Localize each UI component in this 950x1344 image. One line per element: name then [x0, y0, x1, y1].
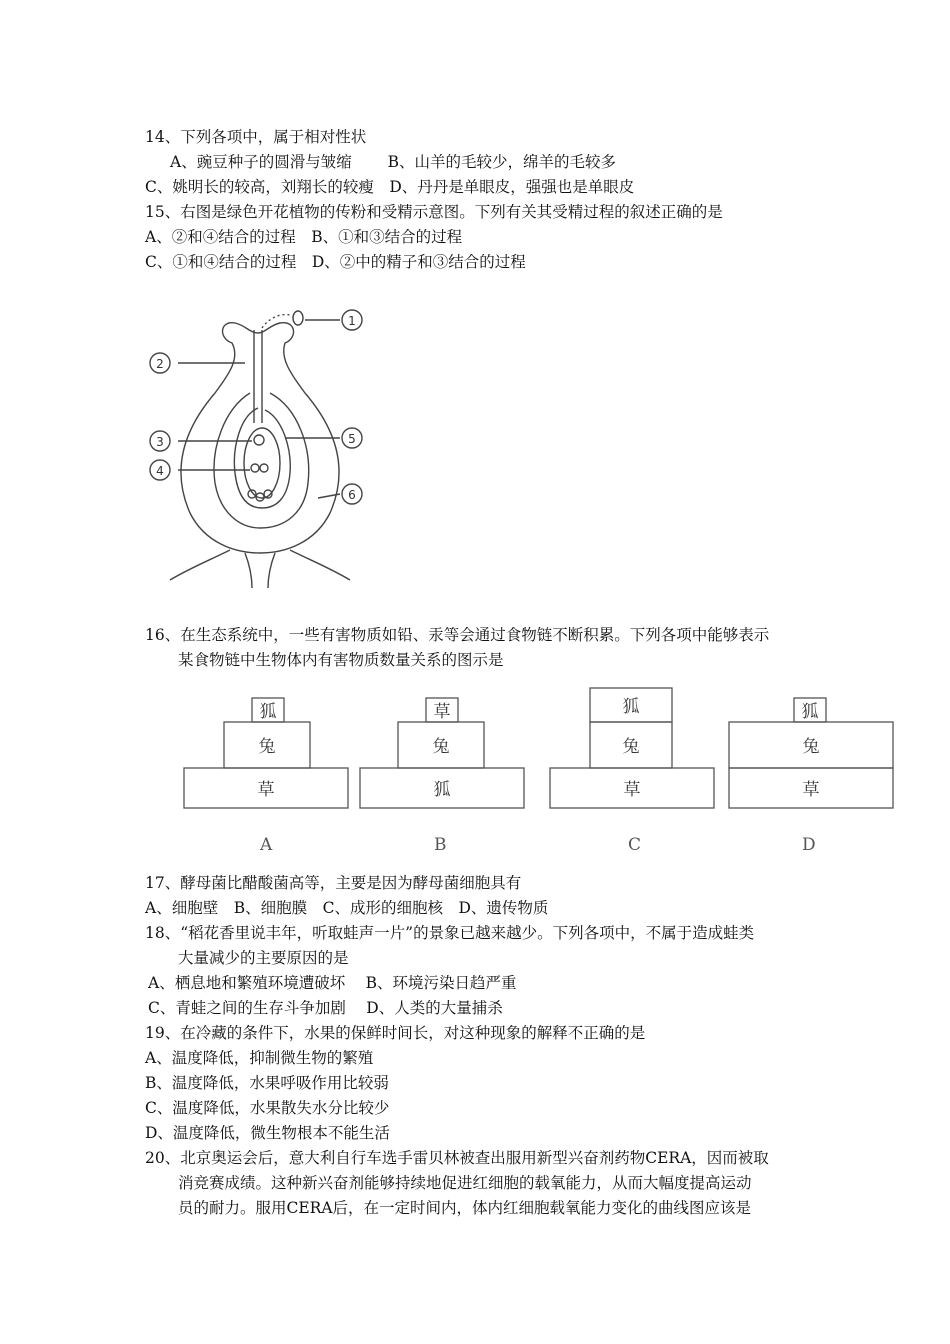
q15-options-cd: C、①和④结合的过程 D、②中的精子和③结合的过程 [145, 253, 526, 271]
q16-stem-2: 某食物链中生物体内有害物质数量关系的图示是 [178, 651, 504, 669]
flower-pollination-diagram [140, 298, 380, 588]
q15-options-ab: A、②和④结合的过程 B、①和③结合的过程 [145, 228, 463, 246]
food-chain-pyramids [180, 686, 900, 816]
pyramid-a-bottom-label: 草 [257, 780, 275, 800]
q17-options: A、细胞壁 B、细胞膜 C、成形的细胞核 D、遗传物质 [145, 899, 549, 917]
label-2: 2 [156, 357, 164, 371]
q19-option-d: D、温度降低，微生物根本不能生活 [145, 1124, 390, 1142]
q15-stem: 15、右图是绿色开花植物的传粉和受精示意图。下列有关其受精过程的叙述正确的是 [145, 203, 723, 221]
pyramid-a-letter: A [260, 835, 273, 855]
label-1: 1 [348, 314, 356, 328]
pyramid-c-letter: C [628, 835, 642, 855]
pyramid-d-letter: D [802, 835, 816, 855]
q18-options-ab: A、栖息地和繁殖环境遭破坏 B、环境污染日趋严重 [148, 974, 517, 992]
q20-stem-2: 消竞赛成绩。这种新兴奋剂能够持续地促进红细胞的载氧能力，从而大幅度提高运动 [178, 1174, 752, 1192]
pyramid-d-mid-label: 兔 [802, 737, 820, 757]
pyramid-c-bottom-label: 草 [623, 780, 641, 800]
pyramid-d-top-label: 狐 [801, 702, 819, 722]
pyramid-b-letter: B [434, 835, 447, 855]
q19-option-a: A、温度降低，抑制微生物的繁殖 [145, 1049, 374, 1067]
pyramid-b-top-label: 草 [433, 702, 451, 722]
q19-option-b: B、温度降低，水果呼吸作用比较弱 [145, 1074, 389, 1092]
label-4: 4 [156, 464, 164, 478]
q18-stem-2: 大量减少的主要原因的是 [178, 949, 349, 967]
q14-options-ab: A、豌豆种子的圆滑与皱缩 B、山羊的毛较少，绵羊的毛较多 [170, 153, 617, 171]
q20-stem-3: 员的耐力。服用CERA后，在一定时间内，体内红细胞载氧能力变化的曲线图应该是 [178, 1199, 752, 1217]
pyramid-b-bottom-label: 狐 [433, 780, 451, 800]
q19-stem: 19、在冷藏的条件下，水果的保鲜时间长，对这种现象的解释不正确的是 [145, 1024, 646, 1042]
q20-stem-1: 20、北京奥运会后，意大利自行车选手雷贝林被查出服用新型兴奋剂药物CERA，因而被取 [145, 1149, 769, 1167]
pyramid-c-top-label: 狐 [622, 697, 640, 717]
pyramid-c-mid-label: 兔 [622, 737, 640, 757]
q18-options-cd: C、青蛙之间的生存斗争加剧 D、人类的大量捕杀 [148, 999, 503, 1017]
pyramid-b-mid-label: 兔 [432, 737, 450, 757]
q19-option-c: C、温度降低，水果散失水分比较少 [145, 1099, 390, 1117]
q14-stem: 14、下列各项中，属于相对性状 [145, 128, 367, 146]
q18-stem-1: 18、“稻花香里说丰年，听取蛙声一片”的景象已越来越少。下列各项中，不属于造成蛙类 [145, 924, 755, 942]
label-3: 3 [156, 435, 164, 449]
pyramid-d-bottom-label: 草 [802, 780, 820, 800]
label-6: 6 [348, 488, 356, 502]
pyramid-a-mid-label: 兔 [258, 737, 276, 757]
label-5: 5 [348, 432, 356, 446]
q17-stem: 17、酵母菌比醋酸菌高等，主要是因为酵母菌细胞具有 [145, 874, 522, 892]
q16-stem-1: 16、在生态系统中，一些有害物质如铅、汞等会通过食物链不断积累。下列各项中能够表示 [145, 626, 770, 644]
q14-options-cd: C、姚明长的较高，刘翔长的较瘦 D、丹丹是单眼皮，强强也是单眼皮 [145, 178, 635, 196]
pyramid-a-top-label: 狐 [259, 702, 277, 722]
